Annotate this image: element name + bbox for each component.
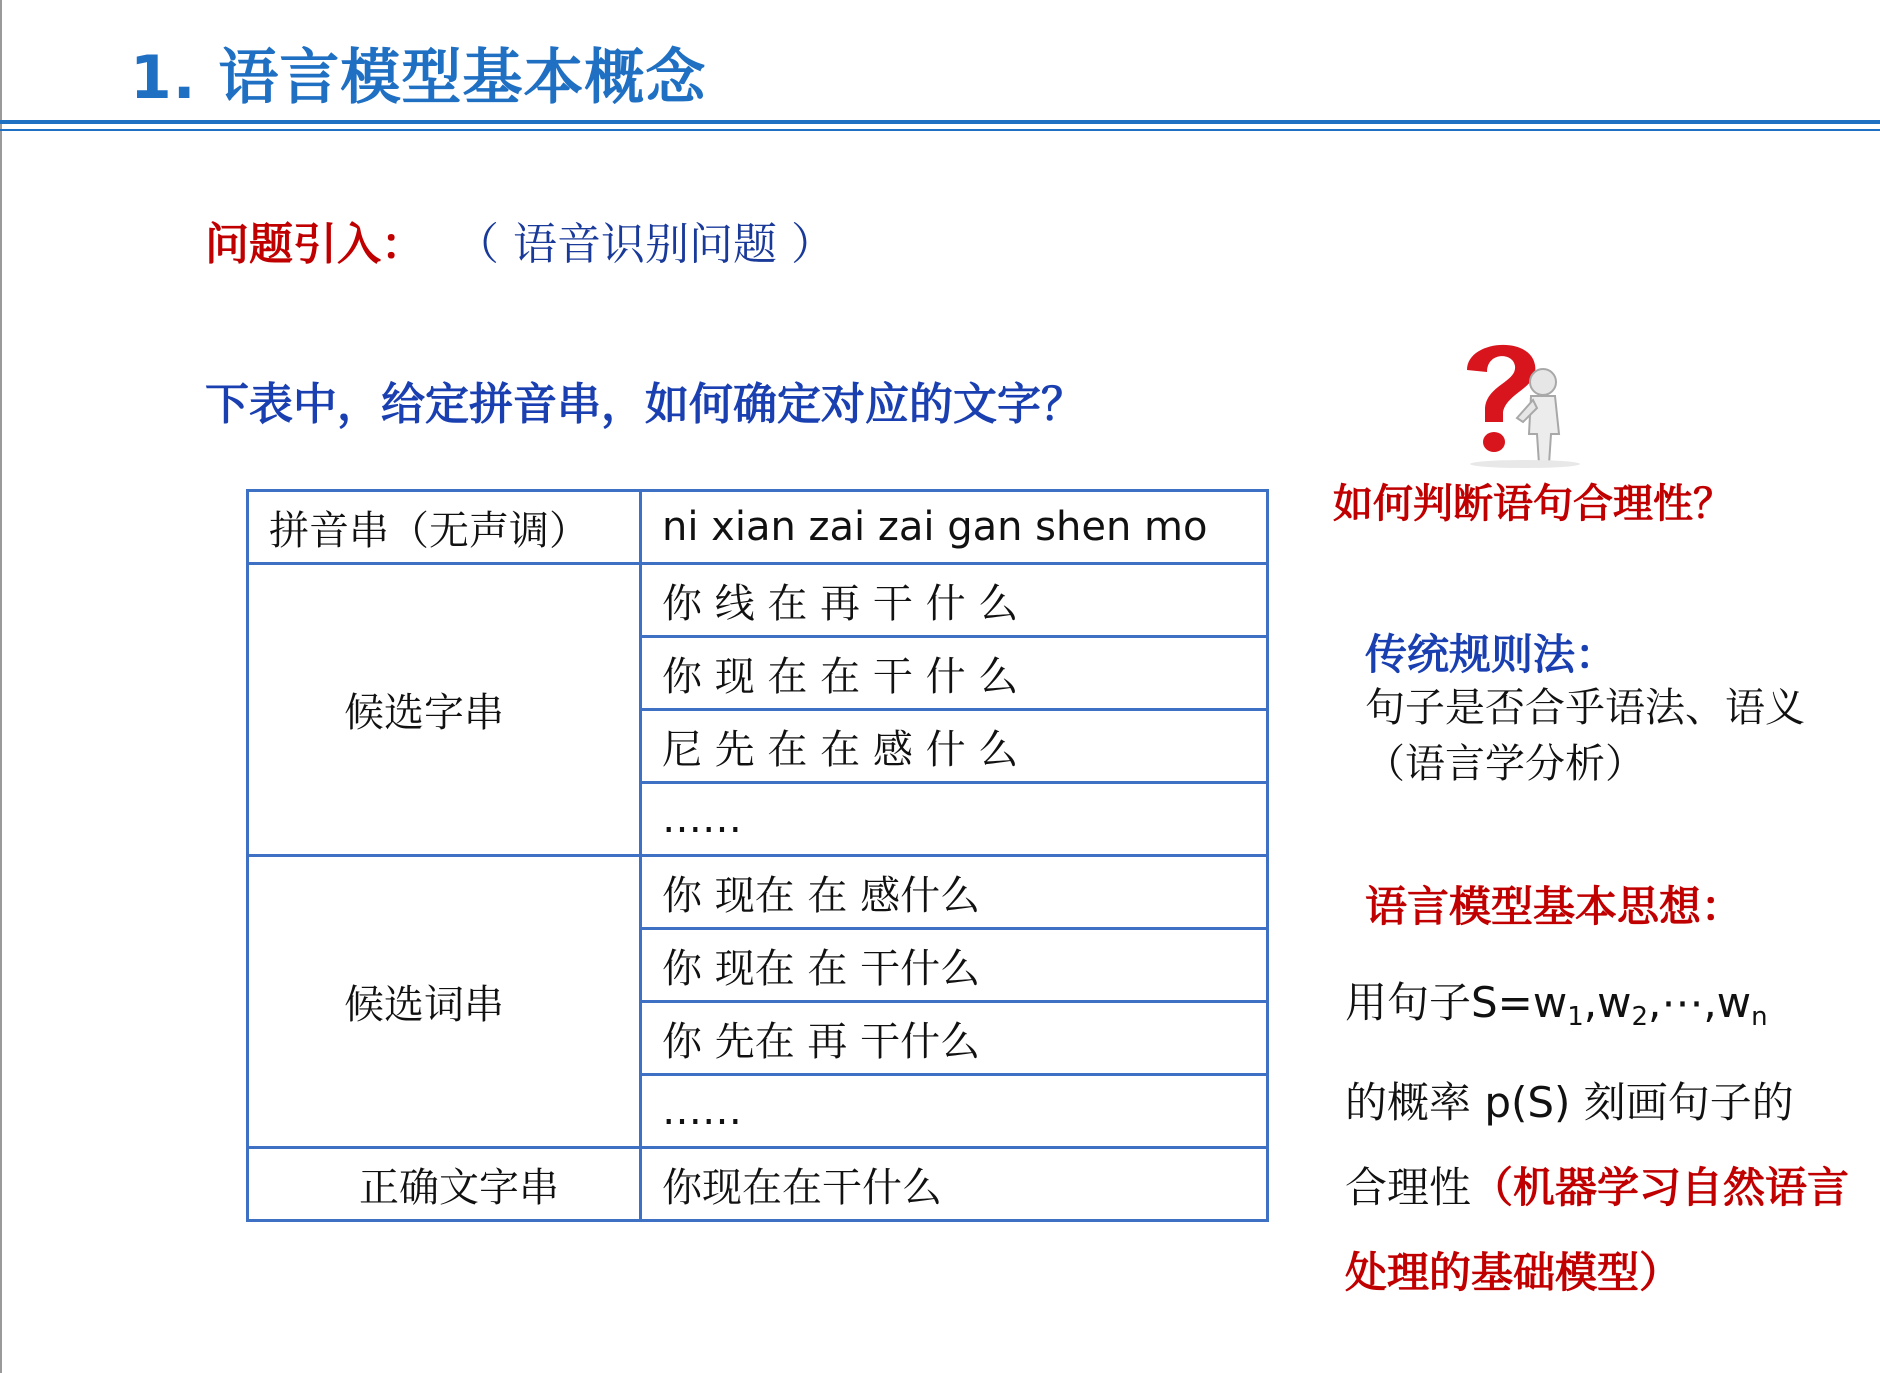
word-candidate: 你 现在 在 感什么	[641, 856, 1268, 929]
left-border	[0, 0, 2, 1373]
word-candidate: ……	[641, 1075, 1268, 1148]
correct-label: 正确文字串	[248, 1148, 641, 1221]
lm-description	[1345, 960, 1875, 1315]
word-candidate: 你 现在 在 干什么	[641, 929, 1268, 1002]
word-candidate: 你 先在 再 干什么	[641, 1002, 1268, 1075]
traditional-title: 传统规则法：	[1365, 630, 1618, 679]
char-candidate: ……	[641, 783, 1268, 856]
char-candidate: 你 现 在 在 干 什 么	[641, 637, 1268, 710]
pinyin-value: ni xian zai zai gan shen mo	[641, 491, 1268, 564]
problem-intro	[205, 208, 835, 272]
table-row	[248, 1148, 1268, 1221]
char-candidate: 你 线 在 再 干 什 么	[641, 564, 1268, 637]
pinyin-label: 拼音串（无声调）	[248, 491, 641, 564]
lm-line2: 的概率 p(S) 刻画句子的	[1345, 1078, 1794, 1127]
lm-title: 语言模型基本思想：	[1365, 882, 1744, 931]
judge-question: 如何判断语句合理性？	[1333, 481, 1733, 527]
table-question: 下表中，给定拼音串，如何确定对应的文字？	[205, 379, 1085, 430]
table-row	[248, 856, 1268, 929]
correct-value: 你现在在干什么	[641, 1148, 1268, 1221]
intro-topic: （ 语音识别问题 ）	[477, 219, 835, 270]
word-group-label: 候选词串	[248, 856, 641, 1148]
pinyin-table	[246, 489, 1269, 1222]
title-divider-thin	[0, 129, 1880, 131]
traditional-body: 句子是否合乎语法、语义（语言学分析）	[1365, 685, 1805, 787]
char-candidate: 尼 先 在 在 感 什 么	[641, 710, 1268, 783]
lm-line3: 合理性（机器学习自然语言处理的基础模型）	[1345, 1163, 1850, 1297]
question-mark-person-icon	[1435, 330, 1585, 470]
table-row	[248, 564, 1268, 637]
intro-lead: 问题引入：	[205, 219, 425, 270]
table-row	[248, 491, 1268, 564]
lm-formula-line: 用句子$S=w_1,w_2,\cdots,w_n$	[1345, 978, 1768, 1032]
lm-highlight: （机器学习自然语言处理的基础模型）	[1345, 1163, 1850, 1297]
page-title: 1. 语言模型基本概念	[130, 43, 707, 113]
char-group-label: 候选字串	[248, 564, 641, 856]
title-divider	[0, 120, 1880, 124]
